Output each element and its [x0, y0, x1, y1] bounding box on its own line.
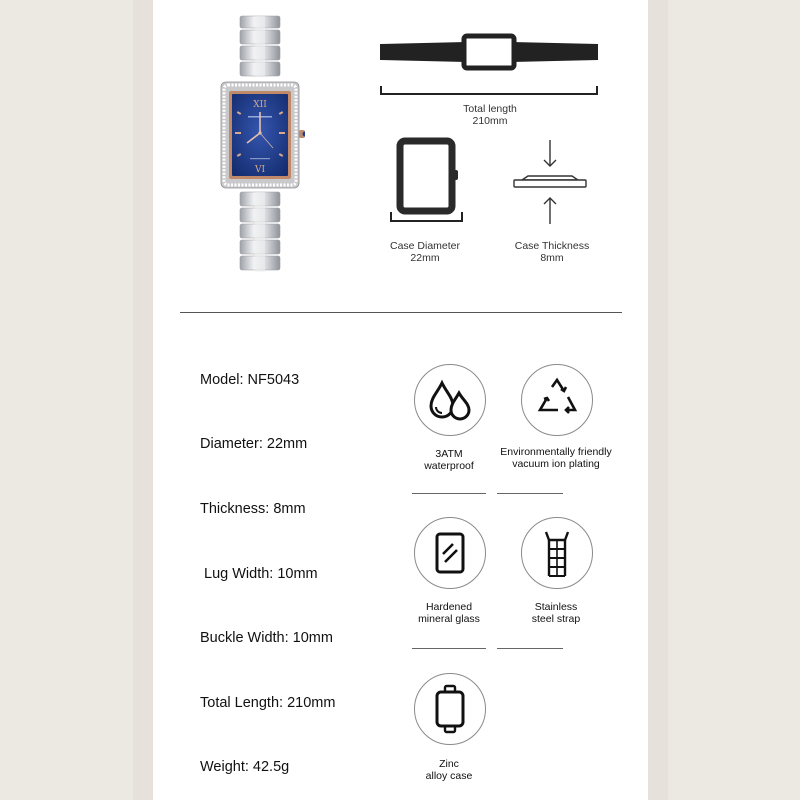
spec-weight: Weight: 42.5g — [200, 759, 290, 775]
bracelet-bottom — [240, 192, 280, 272]
case-diameter-value: 22mm — [410, 252, 440, 264]
case-thickness-caption — [502, 240, 602, 264]
steel-strap-icon — [521, 517, 593, 589]
section-divider — [180, 312, 622, 313]
spec-buckle-width: Buckle Width: 10mm — [200, 630, 333, 646]
bracelet-top — [240, 16, 280, 76]
feature-steel-strap-label: Stainless steel strap — [531, 601, 581, 625]
total-length-caption — [430, 103, 550, 127]
total-length-label: Total length — [463, 103, 517, 115]
svg-text:XII: XII — [253, 100, 267, 110]
right-frame-border — [648, 0, 668, 800]
spec-total-length: Total Length: 210mm — [200, 695, 336, 711]
spec-thickness: Thickness: 8mm — [200, 501, 306, 517]
spec-lug-width: Lug Width: 10mm — [204, 566, 318, 582]
case-thickness-icon — [508, 138, 592, 230]
feature-divider-4 — [497, 648, 563, 649]
svg-text:VI: VI — [254, 165, 266, 175]
zinc-case-icon — [414, 673, 486, 745]
case-diameter-icon — [390, 132, 470, 227]
water-drops-icon — [414, 364, 486, 436]
watch-product-image — [215, 12, 305, 284]
feature-divider-3 — [412, 648, 486, 649]
case-thickness-value: 8mm — [540, 252, 564, 264]
feature-divider-1 — [412, 493, 486, 494]
spec-model: Model: NF5043 — [200, 372, 300, 388]
total-length-bracket — [380, 86, 598, 96]
feature-divider-2 — [497, 493, 563, 494]
strap-silhouette-icon — [378, 32, 600, 72]
spec-diameter: Diameter: 22mm — [200, 436, 308, 452]
feature-ion-plating-label: Environmentally friendly vacuum ion plating — [500, 446, 612, 470]
case-diameter-label: Case Diameter — [389, 240, 461, 252]
case-diameter-caption — [375, 240, 475, 264]
feature-mineral-glass-label: Hardened mineral glass — [418, 601, 480, 625]
total-length-value: 210mm — [472, 115, 508, 127]
feature-waterproof-label: 3ATM waterproof — [424, 448, 474, 472]
case-thickness-label: Case Thickness — [514, 240, 590, 252]
mineral-glass-icon — [414, 517, 486, 589]
feature-zinc-case-label: Zinc alloy case — [425, 758, 473, 782]
left-frame-border — [133, 0, 153, 800]
recycle-icon — [521, 364, 593, 436]
